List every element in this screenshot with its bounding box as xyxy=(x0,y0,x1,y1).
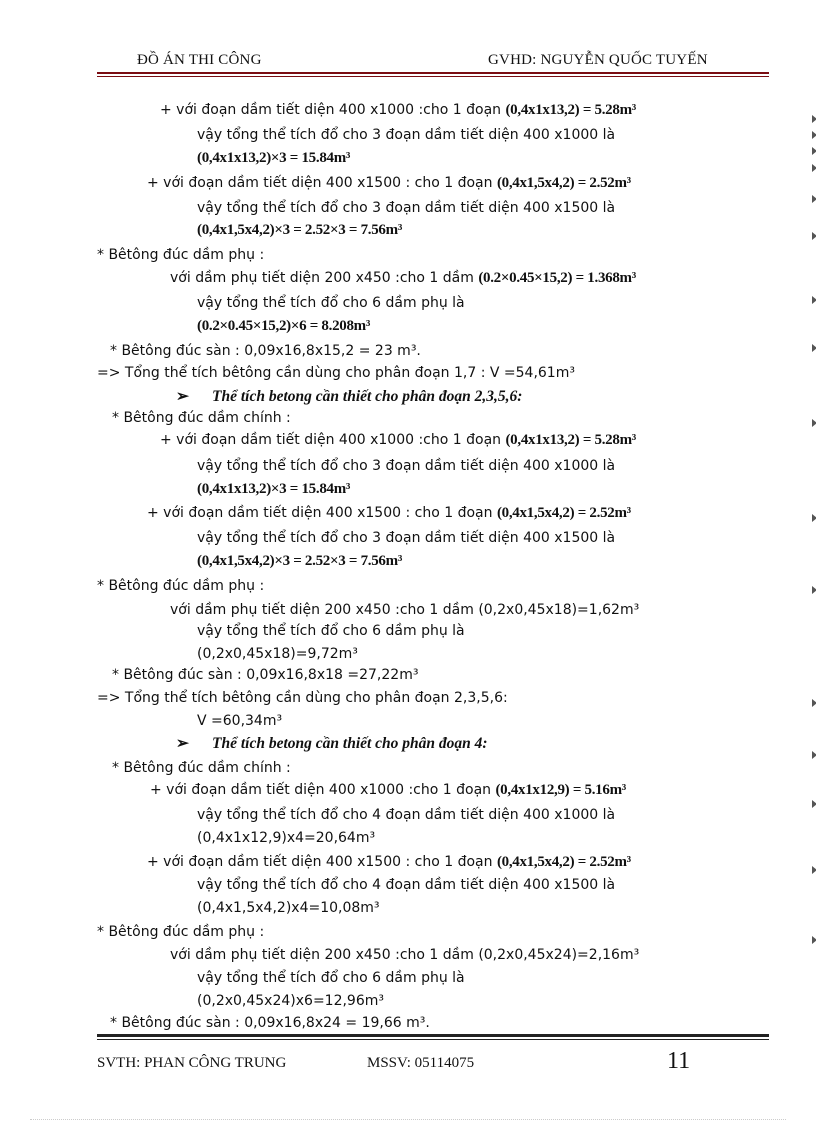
line-text: + với đoạn dầm tiết diện 400 x1500 : cho 1 đoạn xyxy=(147,175,497,191)
line-text: * Bêtông đúc dầm chính : xyxy=(112,410,291,426)
line-text: với dầm phụ tiết diện 200 x450 :cho 1 dầm (0,2x0,45x24)=2,16m³ xyxy=(170,947,640,963)
text-line xyxy=(197,552,402,570)
footer-student: SVTH: PHAN CÔNG TRUNG xyxy=(97,1055,287,1071)
text-line xyxy=(197,969,465,987)
line-text: (0,2x0,45x24)x6=12,96m³ xyxy=(197,993,384,1009)
text-line xyxy=(170,601,639,619)
formula: (0,4x1x12,9) = 5.16m³ xyxy=(495,782,626,798)
line-text: => Tổng thể tích bêtông cần dùng cho phân đoạn 1,7 : V =54,61m³ xyxy=(97,365,575,381)
line-text: * Bêtông đúc dầm phụ : xyxy=(97,247,265,263)
margin-marker-icon xyxy=(812,751,816,759)
margin-marker-icon xyxy=(812,164,816,172)
line-text: (0,2x0,45x18)=9,72m³ xyxy=(197,646,358,662)
footer-student-id: MSSV: 05114075 xyxy=(367,1055,475,1071)
text-line xyxy=(170,269,636,287)
text-line xyxy=(97,923,264,941)
line-text: + với đoạn dầm tiết diện 400 x1000 :cho 1 đoạn xyxy=(150,782,496,798)
margin-marker-icon xyxy=(812,699,816,707)
formula: (0,4x1,5x4,2) = 2.52m³ xyxy=(496,505,631,521)
margin-marker-icon xyxy=(812,419,816,427)
margin-marker-icon xyxy=(812,866,816,874)
line-text: => Tổng thể tích bêtông cần dùng cho phân đoạn 2,3,5,6: xyxy=(97,690,508,706)
margin-marker-icon xyxy=(812,195,816,203)
margin-marker-icon xyxy=(812,344,816,352)
text-line xyxy=(197,645,358,663)
text-line xyxy=(110,342,421,360)
line-text: + với đoạn dầm tiết diện 400 x1500 : cho 1 đoạn xyxy=(147,854,497,870)
text-line xyxy=(197,899,380,917)
line-text: với dầm phụ tiết diện 200 x450 :cho 1 dầm xyxy=(170,270,479,286)
text-line xyxy=(160,431,636,449)
text-line xyxy=(97,364,575,382)
line-text: V =60,34m³ xyxy=(197,713,283,729)
line-text: vậy tổng thể tích đổ cho 3 đoạn dầm tiết diện 400 x1500 là xyxy=(197,200,616,216)
text-line xyxy=(197,829,375,847)
text-line xyxy=(197,806,615,824)
page-edge-divider xyxy=(30,1119,786,1120)
formula: (0,4x1,5x4,2) = 2.52m³ xyxy=(496,854,631,870)
margin-marker-icon xyxy=(812,514,816,522)
line-text: vậy tổng thể tích đổ cho 4 đoạn dầm tiết diện 400 x1500 là xyxy=(197,877,616,893)
margin-marker-icon xyxy=(812,147,816,155)
text-line xyxy=(112,759,291,777)
formula: (0.2×0.45×15,2) = 1.368m³ xyxy=(478,270,636,286)
arrow-bullet-icon: ➢ xyxy=(176,735,189,752)
arrow-bullet-icon: ➢ xyxy=(176,388,189,405)
formula: (0,4x1x13,2)×3 = 15.84m³ xyxy=(197,150,351,166)
line-text: vậy tổng thể tích đổ cho 4 đoạn dầm tiết diện 400 x1000 là xyxy=(197,807,616,823)
text-line xyxy=(110,1014,430,1032)
formula: (0,4x1,5x4,2)×3 = 2.52×3 = 7.56m³ xyxy=(197,553,403,569)
margin-marker-icon xyxy=(812,586,816,594)
line-text: * Bêtông đúc sàn : 0,09x16,8x24 = 19,66 m³. xyxy=(110,1015,430,1031)
formula: (0,4x1,5x4,2) = 2.52m³ xyxy=(496,175,631,191)
header-rule-thick xyxy=(97,72,769,74)
line-text: + với đoạn dầm tiết diện 400 x1500 : cho 1 đoạn xyxy=(147,505,497,521)
text-line xyxy=(197,876,615,894)
margin-marker-icon xyxy=(812,131,816,139)
header-rule-thin xyxy=(97,76,769,77)
line-text: * Bêtông đúc sàn : 0,09x16,8x18 =27,22m³ xyxy=(112,667,419,683)
line-text: vậy tổng thể tích đổ cho 6 dầm phụ là xyxy=(197,970,465,986)
formula: (0,4x1x13,2) = 5.28m³ xyxy=(505,432,636,448)
line-text: (0,4x1x12,9)x4=20,64m³ xyxy=(197,830,376,846)
line-text: + với đoạn dầm tiết diện 400 x1000 :cho 1 đoạn xyxy=(160,432,506,448)
text-line xyxy=(170,946,639,964)
section-heading: Thể tích betong cần thiết cho phân đoạn 4: xyxy=(212,735,488,752)
text-line xyxy=(197,199,615,217)
text-line xyxy=(197,149,350,167)
text-line xyxy=(97,246,264,264)
text-line xyxy=(197,712,282,730)
margin-marker-icon xyxy=(812,936,816,944)
text-line xyxy=(176,735,488,753)
page-number: 11 xyxy=(667,1048,691,1074)
line-text: + với đoạn dầm tiết diện 400 x1000 :cho 1 đoạn xyxy=(160,102,506,118)
header-right: GVHD: NGUYỄN QUỐC TUYẾN xyxy=(488,52,708,68)
text-line xyxy=(197,992,384,1010)
formula: (0,4x1x13,2) = 5.28m³ xyxy=(505,102,636,118)
text-line xyxy=(197,221,402,239)
header-left: ĐỒ ÁN THI CÔNG xyxy=(137,52,262,68)
formula: (0,4x1,5x4,2)×3 = 2.52×3 = 7.56m³ xyxy=(197,222,403,238)
margin-marker-icon xyxy=(812,800,816,808)
text-line xyxy=(112,409,291,427)
line-text: * Bêtông đúc dầm chính : xyxy=(112,760,291,776)
text-line xyxy=(197,457,615,475)
line-text: vậy tổng thể tích đổ cho 3 đoạn dầm tiết diện 400 x1000 là xyxy=(197,458,616,474)
line-text: (0,4x1,5x4,2)x4=10,08m³ xyxy=(197,900,380,916)
text-line xyxy=(97,577,264,595)
line-text: vậy tổng thể tích đổ cho 3 đoạn dầm tiết diện 400 x1500 là xyxy=(197,530,616,546)
margin-marker-icon xyxy=(812,296,816,304)
section-heading: Thể tích betong cần thiết cho phân đoạn 2,3,5,6: xyxy=(212,388,523,405)
footer-rule-thin xyxy=(97,1039,769,1040)
line-text: vậy tổng thể tích đổ cho 3 đoạn dầm tiết diện 400 x1000 là xyxy=(197,127,616,143)
footer-rule-thick xyxy=(97,1034,769,1037)
text-line xyxy=(97,689,508,707)
line-text: vậy tổng thể tích đổ cho 6 dầm phụ là xyxy=(197,295,465,311)
text-line xyxy=(176,388,522,406)
text-line xyxy=(160,101,636,119)
line-text: * Bêtông đúc dầm phụ : xyxy=(97,578,265,594)
formula: (0.2×0.45×15,2)×6 = 8.208m³ xyxy=(197,318,371,334)
formula: (0,4x1x13,2)×3 = 15.84m³ xyxy=(197,481,351,497)
line-text: với dầm phụ tiết diện 200 x450 :cho 1 dầm (0,2x0,45x18)=1,62m³ xyxy=(170,602,640,618)
line-text: vậy tổng thể tích đổ cho 6 dầm phụ là xyxy=(197,623,465,639)
margin-marker-icon xyxy=(812,232,816,240)
text-line xyxy=(147,504,631,522)
text-line xyxy=(197,126,615,144)
text-line xyxy=(147,174,631,192)
text-line xyxy=(150,781,626,799)
text-line xyxy=(197,317,370,335)
text-line xyxy=(197,480,350,498)
line-text: * Bêtông đúc dầm phụ : xyxy=(97,924,265,940)
line-text: * Bêtông đúc sàn : 0,09x16,8x15,2 = 23 m³. xyxy=(110,343,421,359)
margin-marker-icon xyxy=(812,115,816,123)
text-line xyxy=(147,853,631,871)
text-line xyxy=(197,529,615,547)
text-line xyxy=(197,622,465,640)
text-line xyxy=(112,666,418,684)
text-line xyxy=(197,294,465,312)
